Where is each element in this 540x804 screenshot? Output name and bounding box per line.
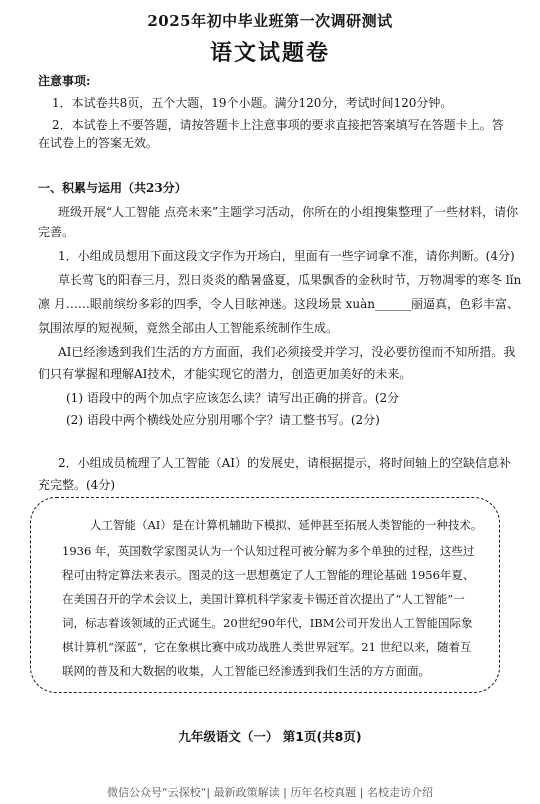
box-line-4: 在美国召开的学术会议上，美国计算机科学家麦卡锡还首次提出了“人工智能”一 xyxy=(62,592,465,606)
page-footer: 九年级语文（一） 第1页(共8页) xyxy=(178,729,362,744)
wechat-banner: 微信公众号“云探校“| 最新政策解读 | 历年名校真题 | 名校走访介绍 xyxy=(107,786,433,799)
note-item-1: 1．本试卷共8页，五个大题，19个小题。满分120分，考试时间120分钟。 xyxy=(52,96,453,110)
section-heading: 一、积累与运用（共23分） xyxy=(38,181,187,195)
exam-subtitle: 语文试题卷 xyxy=(209,40,330,66)
notes-heading: 注意事项: xyxy=(38,74,91,88)
q1-passage-line-4: AI已经渗透到我们生活的方方面面，我们必须接受并学习，没必要彷徨而不知所措。我 xyxy=(58,345,516,359)
note-item-2-cont: 在试卷上的答案无效。 xyxy=(38,136,159,150)
question-2-stem-1: 2．小组成员梳理了人工智能（AI）的发展史，请根据提示，将时间轴上的空缺信息补 xyxy=(58,456,512,470)
exam-title: 2025年初中毕业班第一次调研测试 xyxy=(147,12,393,30)
q1-sub-2: (2) 语段中两个横线处应分别用哪个字？请工整书写。(2分) xyxy=(66,413,380,427)
q1-sub-1: (1) 语段中的两个加点字应该怎么读？请写出正确的拼音。(2分 xyxy=(66,391,400,405)
box-line-2: 1936 年，英国数学家图灵认为一个认知过程可被分解为多个单独的过程，这些过 xyxy=(62,544,475,558)
box-line-6: 棋计算机“深蓝”，它在象棋比赛中成功战胜人类世界冠军。21 世纪以来，随着互 xyxy=(62,640,472,654)
box-line-1: 人工智能（AI）是在计算机辅助下模拟、延伸甚至拓展人类智能的一种技术。 xyxy=(90,518,483,532)
question-2-stem-2: 充完整。(4分) xyxy=(38,478,115,492)
section-intro-1: 班级开展“人工智能 点亮未来”主题学习活动，你所在的小组搜集整理了一些材料，请你 xyxy=(58,205,519,219)
box-line-3: 程可由特定算法来表示。图灵的这一思想奠定了人工智能的理论基础 1956年夏、 xyxy=(62,568,475,582)
question-1-stem: 1．小组成员想用下面这段文字作为开场白，里面有一些字词拿不准，请你判断。(4分) xyxy=(58,249,515,263)
q1-passage-line-1: 草长莺飞的阳春三月，烈日炎炎的酷暑盛夏，瓜果飘香的金秋时节，万物凋零的寒冬 lǐn xyxy=(58,273,522,287)
box-line-7: 联网的普及和大数据的收集，人工智能已经渗透到我们生活的方方面面。 xyxy=(62,664,430,678)
note-item-2: 2．本试卷上不要答题，请按答题卡上注意事项的要求直接把答案填写在答题卡上。答 xyxy=(52,118,504,132)
box-line-5: 词，标志着该领域的正式诞生。20世纪90年代，IBM公司开发出人工智能国际象 xyxy=(62,616,473,630)
q1-passage-line-3: 氛围浓厚的短视频，竟然全部由人工智能系统制作生成。 xyxy=(38,321,339,335)
section-intro-2: 完善。 xyxy=(38,225,75,239)
q1-passage-line-5: 们只有掌握和理解AI技术，才能实现它的潜力，创造更加美好的未来。 xyxy=(38,367,412,381)
q1-passage-line-2: 凛 月……眼前缤纷多彩的四季，令人目眩神迷。这段场景 xuàn______丽逼真，色彩丰富、 xyxy=(38,297,520,311)
